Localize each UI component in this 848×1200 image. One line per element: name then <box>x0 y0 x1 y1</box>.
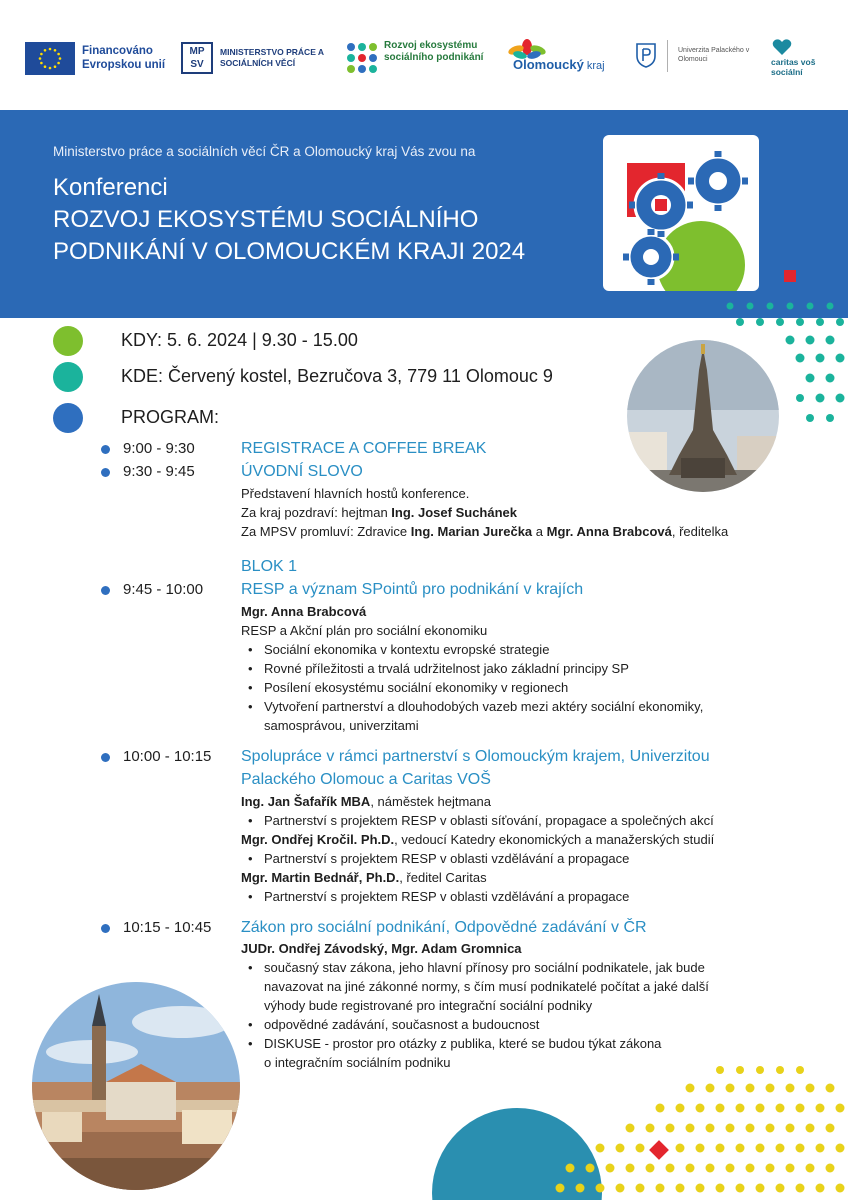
list-item: • Partnerství s projektem RESP v oblasti vzdělávání a propagace <box>264 851 629 866</box>
session-bullet <box>101 468 110 477</box>
session-speaker-line: Za kraj pozdraví: hejtman Ing. Josef Suchánek <box>241 505 517 520</box>
block-label: BLOK 1 <box>241 558 298 575</box>
logo-bar <box>0 0 848 110</box>
eu-logo-text: Financováno Evropskou unií <box>82 45 166 71</box>
session-title: REGISTRACE A COFFEE BREAK <box>241 440 487 457</box>
title-line-2: ROZVOJ EKOSYSTÉMU SOCIÁLNÍHO <box>53 206 479 233</box>
session-title-continuation: Palackého Olomouc a Caritas VOŠ <box>241 771 491 788</box>
session-title: RESP a význam SPointů pro podnikání v krajích <box>241 581 584 598</box>
list-item: • současný stav zákona, jeho hlavní přínosy pro sociální podnikatele, jak bude <box>264 960 705 975</box>
list-item: • Partnerství s projektem RESP v oblasti síťování, propagace a společných akcí <box>264 813 714 828</box>
caritas-heart-icon <box>772 38 792 56</box>
resp-logo-dots-icon <box>346 42 378 74</box>
session-time: 9:00 - 9:30 <box>123 440 195 457</box>
olomouc-town-hall-photo <box>32 982 240 1190</box>
invitation-text: Ministerstvo práce a sociálních věcí ČR a Olomoucký kraj Vás zvou na <box>53 144 476 159</box>
session-speaker-line: Za MPSV promluví: Zdravice Ing. Marian Jurečka a Mgr. Anna Brabcová, ředitelka <box>241 524 729 539</box>
session-bullet <box>101 586 110 595</box>
event-date-time: KDY: 5. 6. 2024 | 9.30 - 15.00 <box>121 330 358 350</box>
list-item-continuation: výhody bude registrované pro integrační sociální podniky <box>264 998 593 1013</box>
session-time: 9:30 - 9:45 <box>123 463 195 480</box>
red-square-decoration <box>784 270 796 282</box>
session-title: Zákon pro sociální podnikání, Odpovědné zadávání v ČR <box>241 919 647 936</box>
session-time: 10:15 - 10:45 <box>123 919 212 936</box>
title-line-1: Konferenci <box>53 174 168 201</box>
session-title: Spolupráce v rámci partnerství s Olomouckým krajem, Univerzitou <box>241 748 710 765</box>
session-description: Představení hlavních hostů konference. <box>241 486 470 501</box>
list-item: • Rovné příležitosti a trvalá udržitelnost jako základní principy SP <box>264 661 629 676</box>
title-line-3: PODNIKÁNÍ V OLOMOUCKÉM KRAJI 2024 <box>53 238 526 265</box>
list-item-continuation: samosprávou, univerzitami <box>264 718 419 733</box>
gears-illustration <box>603 135 759 291</box>
session-bullet <box>101 445 110 454</box>
list-item: • Partnerství s projektem RESP v oblasti vzdělávání a propagace <box>264 889 629 904</box>
session-speaker: JUDr. Ondřej Závodský, Mgr. Adam Gromnica <box>241 941 522 956</box>
mpsv-logo-mark: MP SV <box>181 42 213 74</box>
list-item: • odpovědné zadávání, současnost a budoucnost <box>264 1017 539 1032</box>
session-time: 9:45 - 10:00 <box>123 581 204 598</box>
upol-seal-icon <box>635 42 657 68</box>
session-speaker: Mgr. Martin Bednář, Ph.D., ředitel Caritas <box>241 870 487 885</box>
caritas-logo-text: caritas voš sociální <box>771 57 816 77</box>
where-dot-icon <box>53 362 83 392</box>
event-venue: KDE: Červený kostel, Bezručova 3, 779 11 Olomouc 9 <box>121 366 553 386</box>
session-title: ÚVODNÍ SLOVO <box>241 463 363 480</box>
conference-title <box>53 172 613 268</box>
list-item-continuation: navazovat na jiné zákonné normy, s čím musí podnikatelé počítat a jaké další <box>264 979 709 994</box>
session-time: 10:00 - 10:15 <box>123 748 212 765</box>
session-bullet <box>101 753 110 762</box>
program-label: PROGRAM: <box>121 407 220 427</box>
olomoucky-kraj-logo-text: Olomoucký kraj <box>513 57 605 72</box>
session-speaker: Mgr. Anna Brabcová <box>241 604 367 619</box>
list-item: • DISKUSE - prostor pro otázky z publika, které se budou týkat zákona <box>264 1036 661 1051</box>
list-item: • Vytvoření partnerství a dlouhodobých vazeb mezi aktéry sociální ekonomiky, <box>264 699 703 714</box>
upol-logo-divider <box>667 40 668 72</box>
holy-trinity-column-photo <box>627 340 779 492</box>
program-dot-icon <box>53 403 83 433</box>
session-speaker: Ing. Jan Šafařík MBA, náměstek hejtmana <box>241 794 491 809</box>
session-description: RESP a Akční plán pro sociální ekonomiku <box>241 623 488 638</box>
mpsv-logo-text: MINISTERSTVO PRÁCE A SOCIÁLNÍCH VĚCÍ <box>220 47 324 68</box>
upol-logo-text: Univerzita Palackého v Olomouci <box>678 47 750 63</box>
session-speaker: Mgr. Ondřej Kročil. Ph.D., vedoucí Katedry ekonomických a manažerských studií <box>241 832 715 847</box>
eu-flag-icon <box>25 42 75 75</box>
resp-logo-text: Rozvoj ekosystému sociálního podnikání <box>384 40 484 63</box>
when-dot-icon <box>53 326 83 356</box>
list-item-continuation: o integračním sociálním podniku <box>264 1055 451 1070</box>
session-bullet <box>101 924 110 933</box>
list-item: • Posílení ekosystému sociální ekonomiky v regionech <box>264 680 568 695</box>
list-item: • Sociální ekonomika v kontextu evropské strategie <box>264 642 549 657</box>
yellow-dot-pattern <box>520 1060 848 1200</box>
